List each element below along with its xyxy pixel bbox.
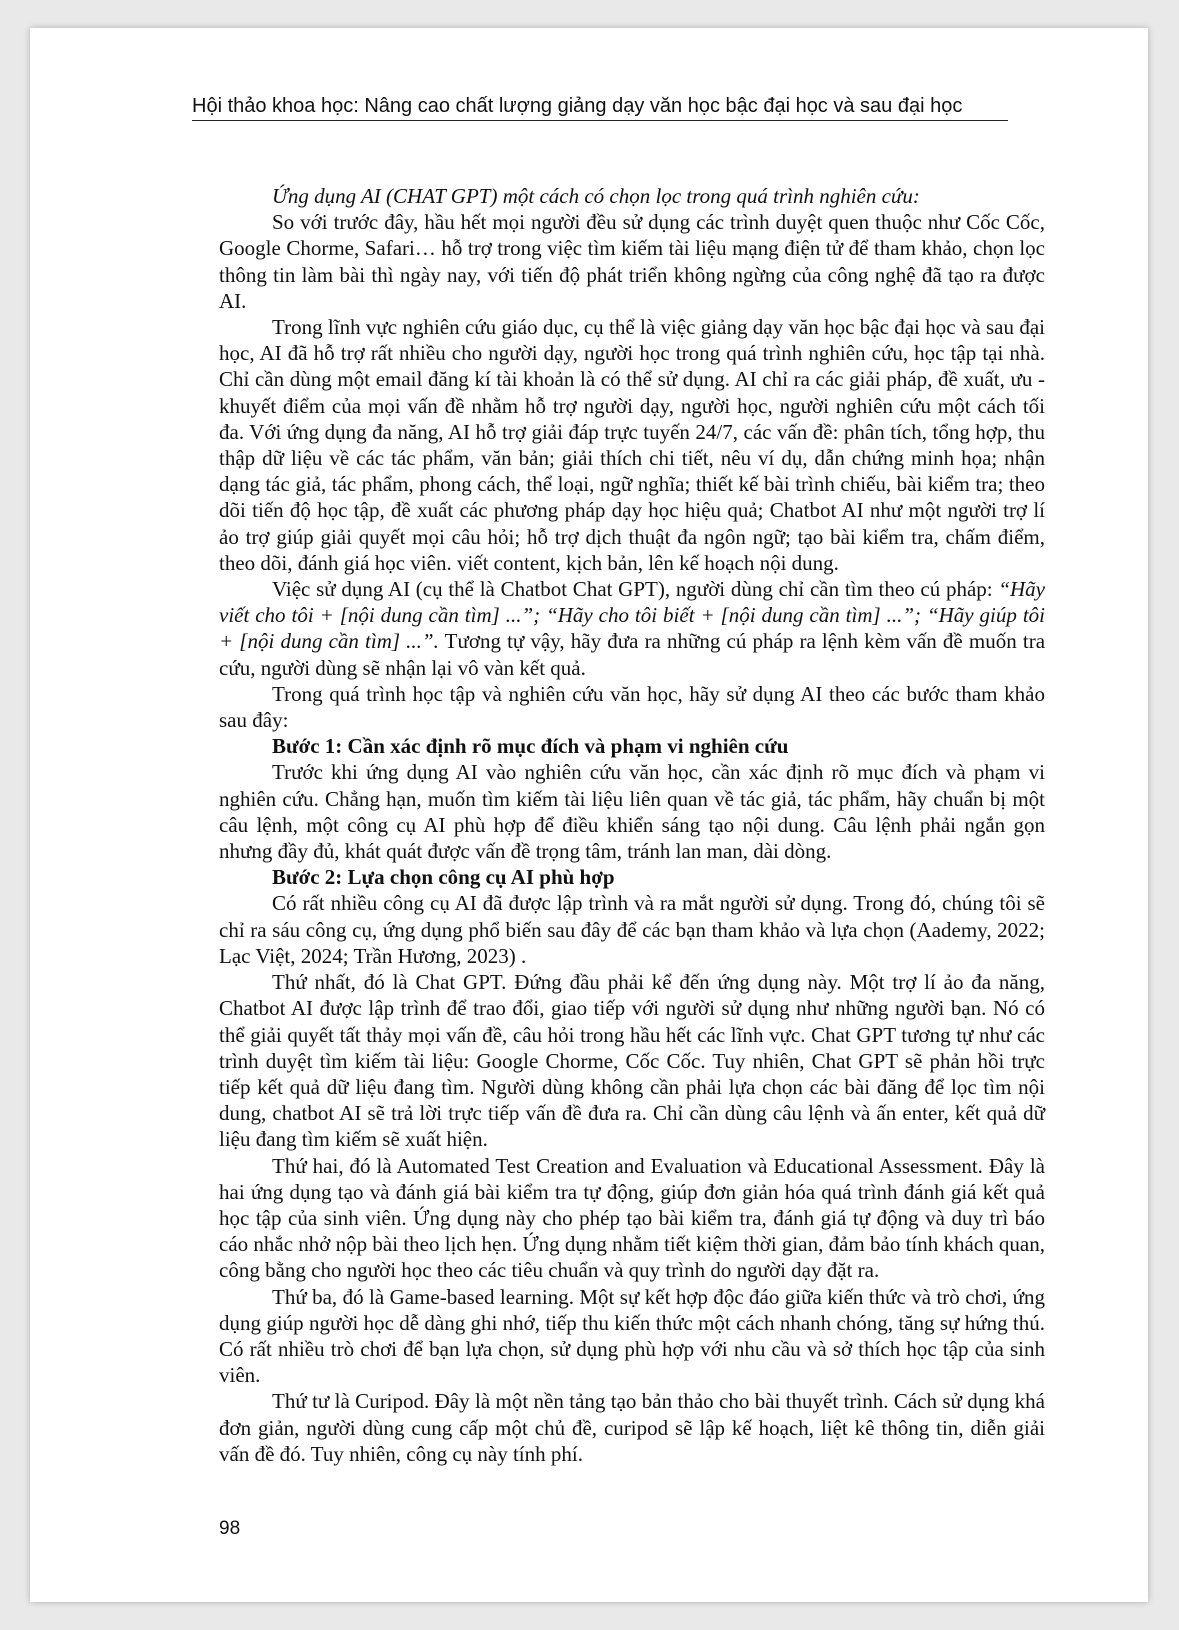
- paragraph-10: Thứ tư là Curipod. Đây là một nền tảng tạo bản thảo cho bài thuyết trình. Cách sử dụng khá đơn giản, người dùng cung cấp một chủ đề, curipod sẽ lập kế hoạch, liệt kê thông tin, diễn giải vấn đề đó. Tuy nhiên, công cụ này tính phí.: [219, 1389, 1045, 1466]
- paragraph-1: So với trước đây, hầu hết mọi người đều sử dụng các trình duyệt quen thuộc như Cốc Cốc, Google Chorme, Safari… hỗ trợ trong việc tìm kiếm tài liệu mạng điện tử để tham khảo, chọn lọc thông tin làm bài thì ngày nay, với tiến độ phát triển không ngừng của công nghệ đã tạo ra được AI.: [219, 210, 1045, 313]
- paragraph-3-tail: Tương tự vậy, hãy đưa ra những cú pháp ra lệnh kèm vấn đề muốn tra cứu, người dùng sẽ nhận lại vô vàn kết quả.: [219, 629, 1046, 680]
- paragraph-8: Thứ hai, đó là Automated Test Creation and Evaluation và Educational Assessment. Đây là hai ứng dụng tạo và đánh giá bài kiểm tra tự động, giúp đơn giản hóa quá trình đánh giá kết quả học tập của sinh viên. Ứng dụng này cho phép tạo bài kiểm tra, đánh giá tự động và duy trì báo cáo nhắc nhở nộp bài theo lịch hẹn. Ứng dụng nhằm tiết kiệm thời gian, đảm bảo tính khách quan, công bằng cho người học theo các tiêu chuẩn và quy trình do người dạy đặt ra.: [219, 1153, 1045, 1283]
- body-text: [219, 183, 1045, 1467]
- document-page: [30, 28, 1148, 1602]
- paragraph-7: Thứ nhất, đó là Chat GPT. Đứng đầu phải kể đến ứng dụng này. Một trợ lí ảo đa năng, Chatbot AI được lập trình để trao đổi, giao tiếp với người sử dụng như những người bạn. Nó có thể giải quyết tất thảy mọi vấn đề, câu hỏi trong hầu hết các lĩnh vực. Chat GPT tương tự như các trình duyệt tìm kiếm tài liệu: Google Chorme, Cốc Cốc. Tuy nhiên, Chat GPT sẽ phản hồi trực tiếp kết quả dữ liệu đang tìm. Người dùng không cần phải lựa chọn các bài đăng để lọc tìm nội dung, chatbot AI sẽ trả lời trực tiếp vấn đề đưa ra. Chỉ cần dùng câu lệnh và ấn enter, kết quả dữ liệu đang tìm kiếm sẽ xuất hiện.: [219, 970, 1045, 1152]
- running-header: Hội thảo khoa học: Nâng cao chất lượng giảng dạy văn học bậc đại học và sau đại học: [192, 95, 1008, 121]
- page-number: 98: [219, 1518, 241, 1539]
- paragraph-2: Trong lĩnh vực nghiên cứu giáo dục, cụ thể là việc giảng dạy văn học bậc đại học và sau đại học, AI đã hỗ trợ rất nhiều cho người dạy, người học trong quá trình nghiên cứu, học tập tại nhà. Chỉ cần dùng một email đăng kí tài khoản là có thể sử dụng. AI chỉ ra các giải pháp, đề xuất, ưu - khuyết điểm của mọi vấn đề nhằm hỗ trợ người dạy, người học, người nghiên cứu một cách tối đa. Với ứng dụng đa năng, AI hỗ trợ giải đáp trực tuyến 24/7, các vấn đề: phân tích, tổng hợp, thu thập dữ liệu về các tác phẩm, văn bản; giải thích chi tiết, nêu ví dụ, dẫn chứng minh họa; nhận dạng tác giả, tác phẩm, phong cách, thể loại, ngữ nghĩa; thiết kế bài trình chiếu, bài kiểm tra; theo dõi tiến độ học tập, đề xuất các phương pháp dạy học hiệu quả; Chatbot AI như một người trợ lí ảo trợ giúp giải quyết mọi câu hỏi; hỗ trợ dịch thuật đa ngôn ngữ; tạo bài kiểm tra, chấm điểm, theo dõi, đánh giá học viên. viết content, kịch bản, lên kế hoạch nội dung.: [219, 315, 1045, 575]
- step-1-heading: Bước 1: Cần xác định rõ mục đích và phạm vi nghiên cứu: [272, 734, 789, 759]
- paragraph-5: Trước khi ứng dụng AI vào nghiên cứu văn học, cần xác định rõ mục đích và phạm vi nghiên cứu. Chẳng hạn, muốn tìm kiếm tài liệu liên quan về tác giả, tác phẩm, hãy chuẩn bị một câu lệnh, một công cụ AI phù hợp để điều khiển sáng tạo nội dung. Câu lệnh phải ngắn gọn nhưng đầy đủ, khát quát được vấn đề trọng tâm, tránh lan man, dài dòng.: [219, 760, 1045, 864]
- paragraph-4: Trong quá trình học tập và nghiên cứu văn học, hãy sử dụng AI theo các bước tham khảo sau đây:: [219, 681, 1045, 733]
- section-title: Ứng dụng AI (CHAT GPT) một cách có chọn lọc trong quá trình nghiên cứu:: [272, 184, 920, 208]
- step-2-heading: Bước 2: Lựa chọn công cụ AI phù hợp: [272, 865, 615, 890]
- paragraph-3: [219, 576, 1045, 681]
- paragraph-9: Thứ ba, đó là Game-based learning. Một sự kết hợp độc đáo giữa kiến thức và trò chơi, ứng dụng giúp người học dễ dàng ghi nhớ, tiếp thu kiến thức một cách nhanh chóng, tăng sự hứng thú. Có rất nhiều trò chơi để bạn lựa chọn, sử dụng phù hợp với nhu cầu và sở thích học tập của sinh viên.: [219, 1284, 1045, 1388]
- paragraph-6: Có rất nhiều công cụ AI đã được lập trình và ra mắt người sử dụng. Trong đó, chúng tôi sẽ chỉ ra sáu công cụ, ứng dụng phổ biến sau đây để các bạn tham khảo và lựa chọn (Aademy, 2022; Lạc Việt, 2024; Trần Hương, 2023) .: [219, 891, 1045, 968]
- prompt-syntax: “Hãy viết cho tôi + [nội dung cần tìm] ...”; “Hãy cho tôi biết + [nội dung cần tìm] ...”; “Hãy giúp tôi + [nội dung cần tìm] ...”.: [219, 577, 1045, 654]
- paragraph-3-lead: Việc sử dụng AI (cụ thể là Chatbot Chat GPT), người dùng chỉ cần tìm theo cú pháp:: [272, 577, 999, 602]
